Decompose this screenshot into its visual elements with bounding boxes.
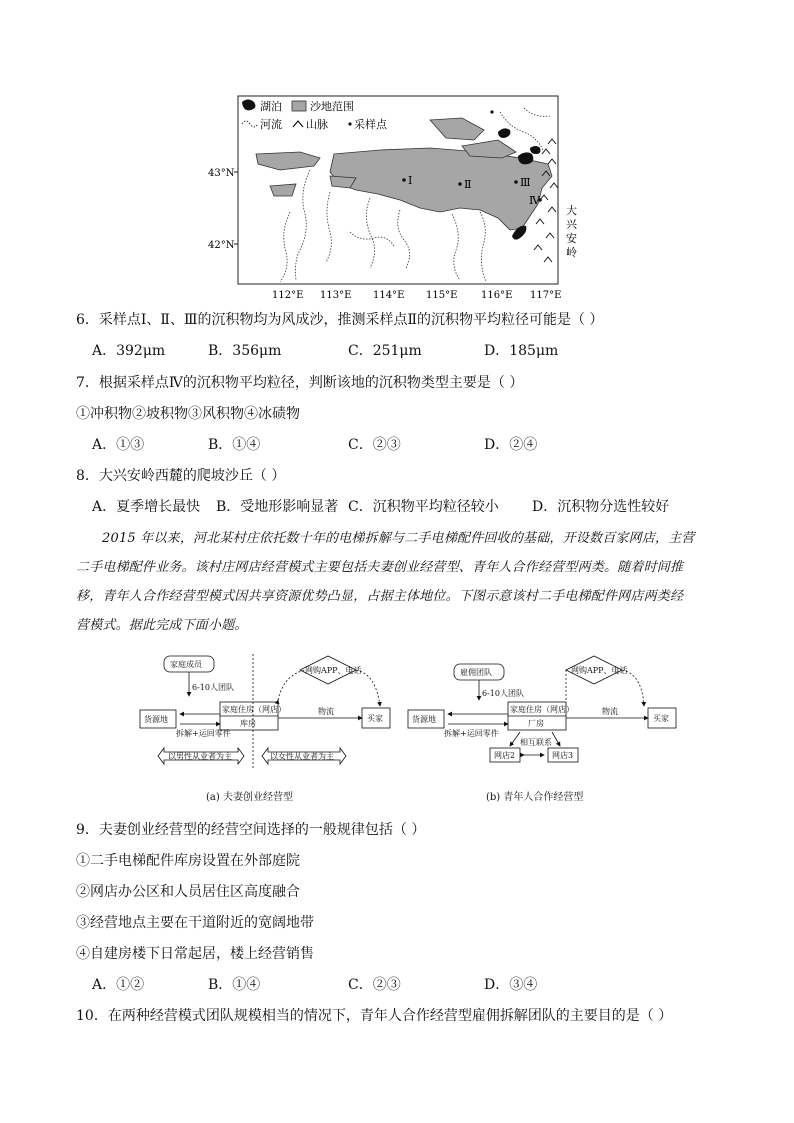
lon-label: 114°E xyxy=(373,290,405,301)
passage-line: 2015 年以来，河北某村庄依托数十年的电梯拆解与二手电梯配件回收的基础，开设数百家网店，主营 xyxy=(102,531,695,546)
question-9-item: ③经营地点主要在干道附近的宽阔地带 xyxy=(76,915,314,931)
storage-label-a: 库房 xyxy=(240,719,256,728)
female-label: 以女性从业者为主 xyxy=(270,752,334,761)
lon-label: 117°E xyxy=(530,290,562,301)
contact-label-b: 相互联系 xyxy=(520,738,552,747)
question-6-stem: 6．采样点Ⅰ、Ⅱ、Ⅲ的沉积物均为风成沙，推测采样点Ⅱ的沉积物平均粒径可能是（ ） xyxy=(76,312,604,328)
sand-land-map xyxy=(208,92,577,306)
option-a[interactable]: A．392μm xyxy=(92,343,166,359)
question-7-items: ①冲积物②坡积物③风积物④冰碛物 xyxy=(76,406,300,422)
caption-b: (b) 青年人合作经营型 xyxy=(486,792,584,803)
question-9-stem: 9．夫妻创业经营型的经营空间选择的一般规律包括（ ） xyxy=(76,822,426,838)
legend-sample: 采样点 xyxy=(354,118,387,131)
logistics-label-b: 物流 xyxy=(602,707,618,716)
shop3-label: 网店3 xyxy=(552,751,574,760)
sample-label-3: Ⅲ xyxy=(520,176,531,189)
sample-point-extra xyxy=(490,110,493,113)
business-model-diagrams xyxy=(140,652,700,808)
sample-label-2: Ⅱ xyxy=(464,178,472,191)
lon-labels xyxy=(272,290,561,301)
option-d[interactable]: D．185μm xyxy=(484,343,559,359)
option-d[interactable]: D．沉积物分选性较好 xyxy=(532,499,670,515)
option-c[interactable]: C．沉积物平均粒径较小 xyxy=(348,499,499,515)
region-label-char: 岭 xyxy=(566,246,577,259)
question-9-item: ②网店办公区和人员居住区高度融合 xyxy=(76,884,300,900)
passage-line: 二手电梯配件业务。该村庄网店经营模式主要包括夫妻创业经营型、青年人合作经营型两类。随着时间推 xyxy=(76,560,684,575)
hired-label: 雇佣团队 xyxy=(460,668,492,677)
option-c[interactable]: C．②③ xyxy=(348,977,401,993)
family-label: 家庭成员 xyxy=(170,660,202,669)
sample-point-2 xyxy=(458,182,462,186)
question-6-options xyxy=(92,342,692,360)
question-8-stem: 8．大兴安岭西麓的爬坡沙丘（ ） xyxy=(76,468,286,484)
legend-sand: 沙地范围 xyxy=(310,100,354,113)
sample-label-4: Ⅳ xyxy=(529,194,540,207)
house-label-a: 家庭住房（网店） xyxy=(222,705,286,714)
option-c[interactable]: C．251μm xyxy=(348,343,422,359)
dismantle-label-a: 拆解+运回零件 xyxy=(176,729,231,738)
sand-patch xyxy=(270,184,296,196)
question-9-item: ④自建房楼下日常起居，楼上经营销售 xyxy=(76,946,314,962)
option-b[interactable]: B．356μm xyxy=(208,343,282,359)
app-label-b: 网购APP、电话 xyxy=(571,666,628,675)
legend-lake: 湖泊 xyxy=(260,100,282,113)
team-label-b: 6-10人团队 xyxy=(482,689,524,698)
option-a[interactable]: A．①② xyxy=(92,977,145,993)
question-10-stem: 10．在两种经营模式团队规模相当的情况下，青年人合作经营型雇佣拆解团队的主要目的是（ ） xyxy=(76,1008,673,1024)
lon-label: 112°E xyxy=(272,290,304,301)
lon-label: 115°E xyxy=(426,290,458,301)
option-d[interactable]: D．②④ xyxy=(484,437,538,453)
region-label-char: 大 xyxy=(566,204,577,217)
passage-line: 移，青年人合作经营型模式因共享资源优势凸显，占据主体地位。下图示意该村二手电梯配件网店两类经 xyxy=(76,589,684,604)
house-label-b: 家庭住房（网店） xyxy=(510,705,574,714)
question-8-options xyxy=(92,498,712,516)
lon-label: 113°E xyxy=(320,290,352,301)
source-label-a: 货源地 xyxy=(144,715,168,724)
team-label-a: 6-10人团队 xyxy=(192,683,234,692)
buyer-label-b: 买家 xyxy=(653,714,669,723)
sample-label-1: Ⅰ xyxy=(408,174,413,187)
caption-a: (a) 夫妻创业经营型 xyxy=(206,792,293,803)
lat-label: 43°N xyxy=(208,168,235,179)
factory-label-b: 厂房 xyxy=(528,719,544,728)
option-b[interactable]: B．受地形影响显著 xyxy=(216,499,339,515)
legend-mountain: 山脉 xyxy=(306,118,328,131)
lon-label: 116°E xyxy=(481,290,513,301)
sand-legend-icon xyxy=(292,101,306,111)
sample-point-1 xyxy=(402,178,406,182)
region-label-char: 安 xyxy=(566,232,577,245)
option-d[interactable]: D．③④ xyxy=(484,977,538,993)
app-label-a: 网购APP、电话 xyxy=(305,666,362,675)
question-7-options xyxy=(92,436,692,454)
legend-river: 河流 xyxy=(260,118,282,131)
question-7-stem: 7．根据采样点Ⅳ的沉积物平均粒径，判断该地的沉积物类型主要是（ ） xyxy=(76,375,524,391)
buyer-label-a: 买家 xyxy=(367,714,383,723)
option-a[interactable]: A．夏季增长最快 xyxy=(92,499,201,515)
sample-point-3 xyxy=(514,180,518,184)
option-c[interactable]: C．②③ xyxy=(348,437,401,453)
lat-label: 42°N xyxy=(208,240,235,251)
logistics-label-a: 物流 xyxy=(318,707,334,716)
option-b[interactable]: B．①④ xyxy=(208,437,261,453)
passage xyxy=(76,524,726,640)
passage-line: 营模式。据此完成下面小题。 xyxy=(76,618,248,633)
dismantle-label-b: 拆解+运回零件 xyxy=(444,729,499,738)
male-label: 以男性从业者为主 xyxy=(168,752,232,761)
sample-legend-icon xyxy=(348,122,351,125)
option-b[interactable]: B．①④ xyxy=(208,977,261,993)
region-label-char: 兴 xyxy=(566,218,577,231)
question-9-item: ①二手电梯配件库房设置在外部庭院 xyxy=(76,853,300,869)
option-a[interactable]: A．①③ xyxy=(92,437,145,453)
shop2-label: 网店2 xyxy=(494,751,516,760)
question-9-options xyxy=(92,976,692,994)
source-label-b: 货源地 xyxy=(412,715,436,724)
